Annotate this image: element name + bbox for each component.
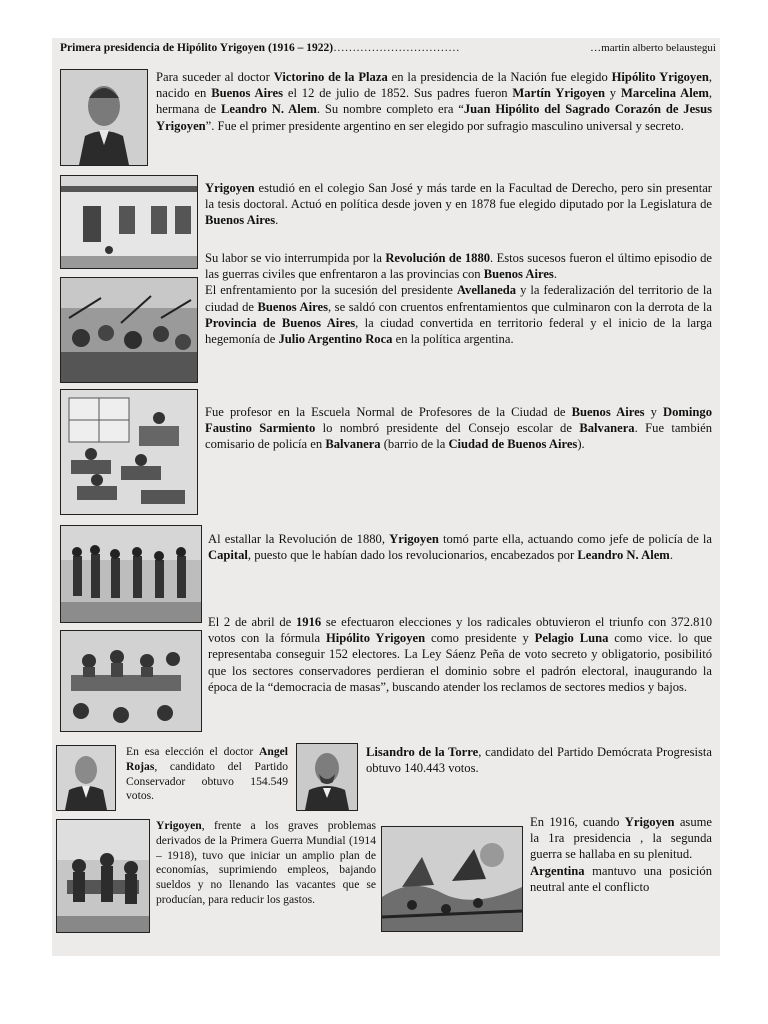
lisandro-de-la-torre-portrait-image (296, 743, 358, 811)
biography-paragraph: Para suceder al doctor Victorino de la Plaza en la presidencia de la Nación fue elegido Hipólito Yrigoyen, nacido en Buenos Aires el 12 de julio de 1852. Sus padres fueron Martín Yrigoyen y Marcelina Alem, hermana de Leandro N. Alem. Su nombre completo era “Juan Hipólito del Sagrado Corazón de Jesus Yrigoyen”. Fue el primer presidente argentino en ser elegido por sufragio masculino universal y secreto. (156, 70, 712, 133)
revolution-1880-paragraph: Su labor se vio interrumpida por la Revolución de 1880. Estos sucesos fueron el último episodio de las guerras civiles que enfrentaron a las provincias con Buenos Aires. El enfrentamiento por la sucesión del presidente Avellaneda y la federalización del territorio de la ciudad de Buenos Aires, se saldó con cruentos enfrentamientos que culminaron con la derrota de la Provincia de Buenos Aires, la ciudad convertida en territorio federal y el inicio de la larga hegemonía de Julio Argentino Roca en la política argentina. (205, 251, 712, 347)
document-years: (1916 – 1922) (265, 42, 334, 54)
document-header (60, 42, 720, 54)
election-count-image (60, 630, 202, 732)
office-scene-image (56, 819, 150, 933)
police-chief-paragraph: Al estallar la Revolución de 1880, Yrigoyen tomó parte ella, actuando como jefe de policía de la Capital, puesto que le habían dado los revolucionarios, encabezados por Leandro N. Alem. (208, 532, 713, 563)
document-title: Primera presidencia de Hipólito Yrigoyen (60, 42, 266, 54)
lisandro-de-la-torre-paragraph: Lisandro de la Torre, candidato del Partido Demócrata Progresista obtuvo 140.443 votos. (366, 745, 712, 776)
angel-rojas-paragraph: En esa elección el doctor Angel Rojas, candidato del Partido Conservador obtuvo 154.549 votos. (126, 745, 288, 803)
war-economy-paragraph: Yrigoyen, frente a los graves problemas derivados de la Primera Guerra Mundial (1914 – 1918), tuvo que iniciar un amplio plan de economías, suprimiendo empleos, bajando sueldos y no llenando las vacantes que se producían, para reducir los gastos. (156, 819, 376, 906)
teacher-paragraph: Fue profesor en la Escuela Normal de Profesores de la Ciudad de Buenos Aires y Domingo Faustino Sarmiento lo nombró presidente del Consejo escolar de Balvanera. Fue también comisario de policía en Balvanera (barrio de la Ciudad de Buenos Aires). (205, 405, 712, 452)
dotted-leader: …………………………… (333, 42, 460, 54)
classroom-image (60, 389, 198, 515)
election-1916-paragraph: El 2 de abril de 1916 se efectuaron elecciones y los radicales obtuvieron el triunfo con 372.810 votos con la fórmula Hipólito Yrigoyen como presidente y Pelagio Luna como vice. lo que representaba conseguir 152 electores. La Ley Sáenz Peña de voto secreto y obligatorio, posibilitó que los sectores conservadores perdieran el dominio sobre el padrón electoral, inaugurando la época de la “democracia de masas”, buscando atender los reclamos de sectores medios y bajos. (208, 615, 713, 694)
colonial-building-image (60, 175, 198, 269)
soldiers-image (60, 525, 202, 623)
document-author: …martin alberto belaustegui (590, 42, 716, 54)
neutrality-paragraph: En 1916, cuando Yrigoyen asume la 1ra presidencia , la segunda guerra se hallaba en su plenitud. Argentina mantuvo una posición neutral ante el conflicto (530, 815, 713, 894)
yrigoyen-portrait-image (60, 69, 148, 166)
battle-scene-image (60, 277, 198, 383)
battlefield-image (381, 826, 523, 932)
education-paragraph: Yrigoyen estudió en el colegio San José y más tarde en la Facultad de Derecho, pero sin presentar la tesis doctoral. Actuó en política desde joven y en 1878 fue elegido diputado por la Legislatura de Buenos Aires. (205, 181, 712, 228)
angel-rojas-portrait-image (56, 745, 116, 811)
